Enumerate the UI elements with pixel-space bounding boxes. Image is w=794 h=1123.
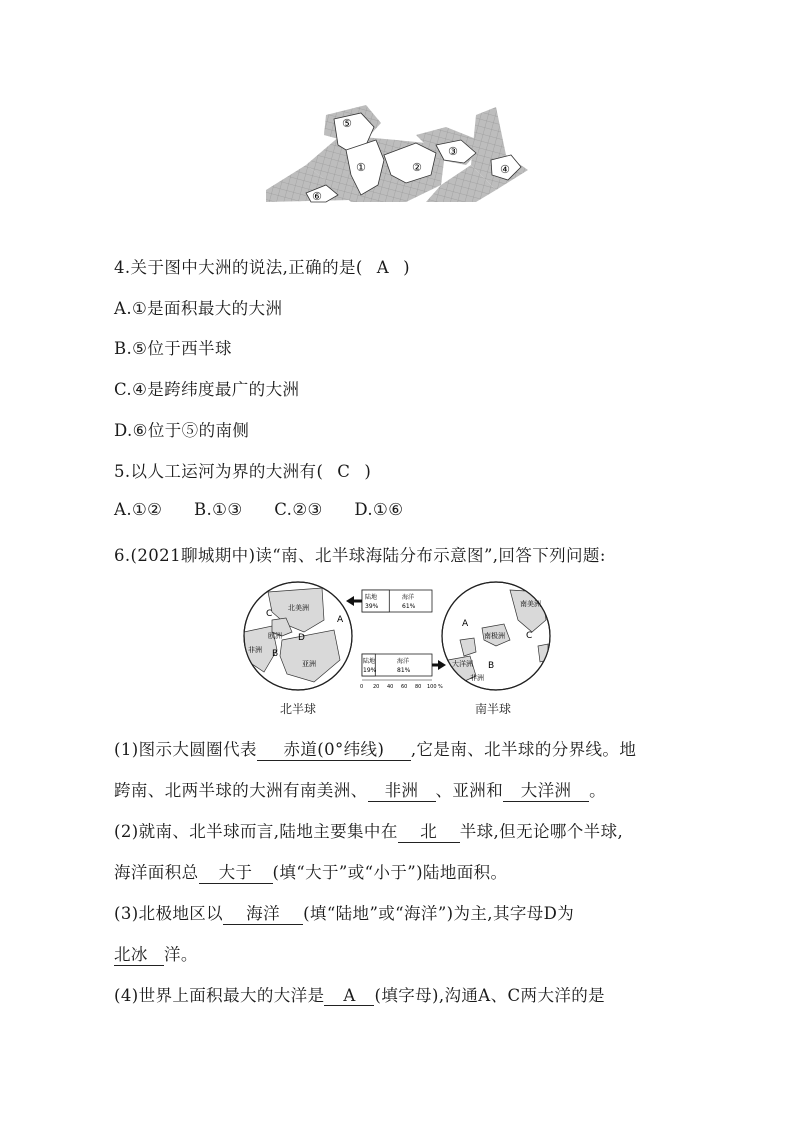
q6-p4-line1: (4)世界上面积最大的大洋是 A (填字母),沟通A、C两大洋的是 xyxy=(114,986,606,1005)
dymaxion-world-map xyxy=(266,105,528,205)
q6-p1-answer1: 赤道(0°纬线) xyxy=(257,736,411,761)
south-label-an: 南极洲 xyxy=(484,632,505,640)
q6-p1-line1: (1)图示大圆圈代表 赤道(0°纬线) ,它是南、北半球的分界线。地 xyxy=(114,736,636,761)
map-marker-3: ③ xyxy=(448,145,458,158)
axis-tick-80: 80 xyxy=(415,684,422,690)
north-label-af: 非洲 xyxy=(248,646,262,654)
axis-tick-pct: % xyxy=(438,684,443,690)
map-marker-6: ⑥ xyxy=(312,190,322,203)
south-label-A: A xyxy=(462,619,469,629)
q6-p1-answer3: 大洋洲 xyxy=(503,777,589,802)
q5-option-a: A.①② xyxy=(114,500,163,519)
south-caption: 南半球 xyxy=(475,702,512,716)
bar-top-ocean-label: 海洋 xyxy=(402,594,415,601)
q4-option-a: A.①是面积最大的大洲 xyxy=(114,299,283,318)
north-caption: 北半球 xyxy=(280,702,317,716)
q6-p2-line1: (2)就南、北半球而言,陆地主要集中在 北 半球,但无论哪个半球, xyxy=(114,818,623,843)
south-label-B: B xyxy=(488,661,495,671)
bar-bottom-land-pct: 19% xyxy=(363,667,377,674)
south-label-af: 非洲 xyxy=(470,674,484,682)
hemispheres-figure xyxy=(242,580,558,692)
bar-top xyxy=(346,590,432,612)
q5-option-d: D.①⑥ xyxy=(354,500,404,519)
q5-options xyxy=(114,500,403,519)
q6-p1-answer2: 非洲 xyxy=(368,777,436,802)
q4-option-b: B.⑤位于西半球 xyxy=(114,339,232,358)
map-marker-5: ⑤ xyxy=(342,117,352,130)
north-label-eu: 欧洲 xyxy=(268,632,282,640)
q6-p3-line2: 北冰 洋。 xyxy=(114,941,198,966)
q6-p2-line2: 海洋面积总 大于 (填“大于”或“小于”)陆地面积。 xyxy=(114,859,507,884)
bar-top-land-label: 陆地 xyxy=(365,594,378,601)
bar-bottom-ocean-label: 海洋 xyxy=(397,658,410,665)
bar-top-land-pct: 39% xyxy=(365,603,379,610)
q6-p3-answer2: 北冰 xyxy=(114,941,164,966)
bar-bottom-ocean-pct: 81% xyxy=(397,667,411,674)
bar-top-ocean-pct: 61% xyxy=(402,603,416,610)
q5-option-b: B.①③ xyxy=(194,500,243,519)
north-label-na: 北美洲 xyxy=(288,604,309,612)
north-label-A: A xyxy=(337,615,344,625)
north-hemisphere-globe xyxy=(244,582,352,690)
map-marker-1: ① xyxy=(356,161,366,174)
south-label-oc: 大洋洲 xyxy=(452,660,473,668)
q5-stem: 5.以人工运河为界的大洲有( C ) xyxy=(114,462,372,481)
north-label-C: C xyxy=(266,609,273,619)
south-hemisphere-globe xyxy=(442,582,550,690)
axis-tick-20: 20 xyxy=(373,684,380,690)
south-label-C: C xyxy=(526,631,533,641)
axis-tick-40: 40 xyxy=(387,684,394,690)
map-marker-2: ② xyxy=(412,161,422,174)
q5-option-c: C.②③ xyxy=(274,500,323,519)
q4-option-d: D.⑥位于⑤的南侧 xyxy=(114,421,250,440)
bar-bottom-land-label: 陆地 xyxy=(363,658,376,665)
axis-tick-100: 100 xyxy=(427,684,437,690)
north-label-D: D xyxy=(298,633,305,643)
q4-option-c: C.④是跨纬度最广的大洲 xyxy=(114,380,300,399)
q6-p4-answer1: A xyxy=(324,986,374,1006)
south-label-sa: 南美洲 xyxy=(520,600,541,608)
q6-p1-line2: 跨南、北两半球的大洲有南美洲、 非洲 、亚洲和 大洋洲 。 xyxy=(114,777,606,802)
q5-answer: C xyxy=(337,462,351,481)
map-marker-4: ④ xyxy=(500,163,510,176)
q6-p2-answer2: 大于 xyxy=(199,859,273,884)
north-label-B: B xyxy=(272,649,279,659)
q6-p3-answer1: 海洋 xyxy=(223,900,303,925)
q4-answer: A xyxy=(376,258,390,277)
north-label-as: 亚洲 xyxy=(302,660,316,668)
q6-p2-answer1: 北 xyxy=(398,818,460,843)
q6-stem: 6.(2021聊城期中)读“南、北半球海陆分布示意图”,回答下列问题: xyxy=(114,546,606,565)
q4-stem: 4.关于图中大洲的说法,正确的是( A ) xyxy=(114,258,410,277)
axis-tick-0: 0 xyxy=(360,684,364,690)
q6-p3-line1: (3)北极地区以 海洋 (填“陆地”或“海洋”)为主,其字母D为 xyxy=(114,900,574,925)
axis-tick-60: 60 xyxy=(401,684,408,690)
bar-bottom xyxy=(360,654,446,690)
